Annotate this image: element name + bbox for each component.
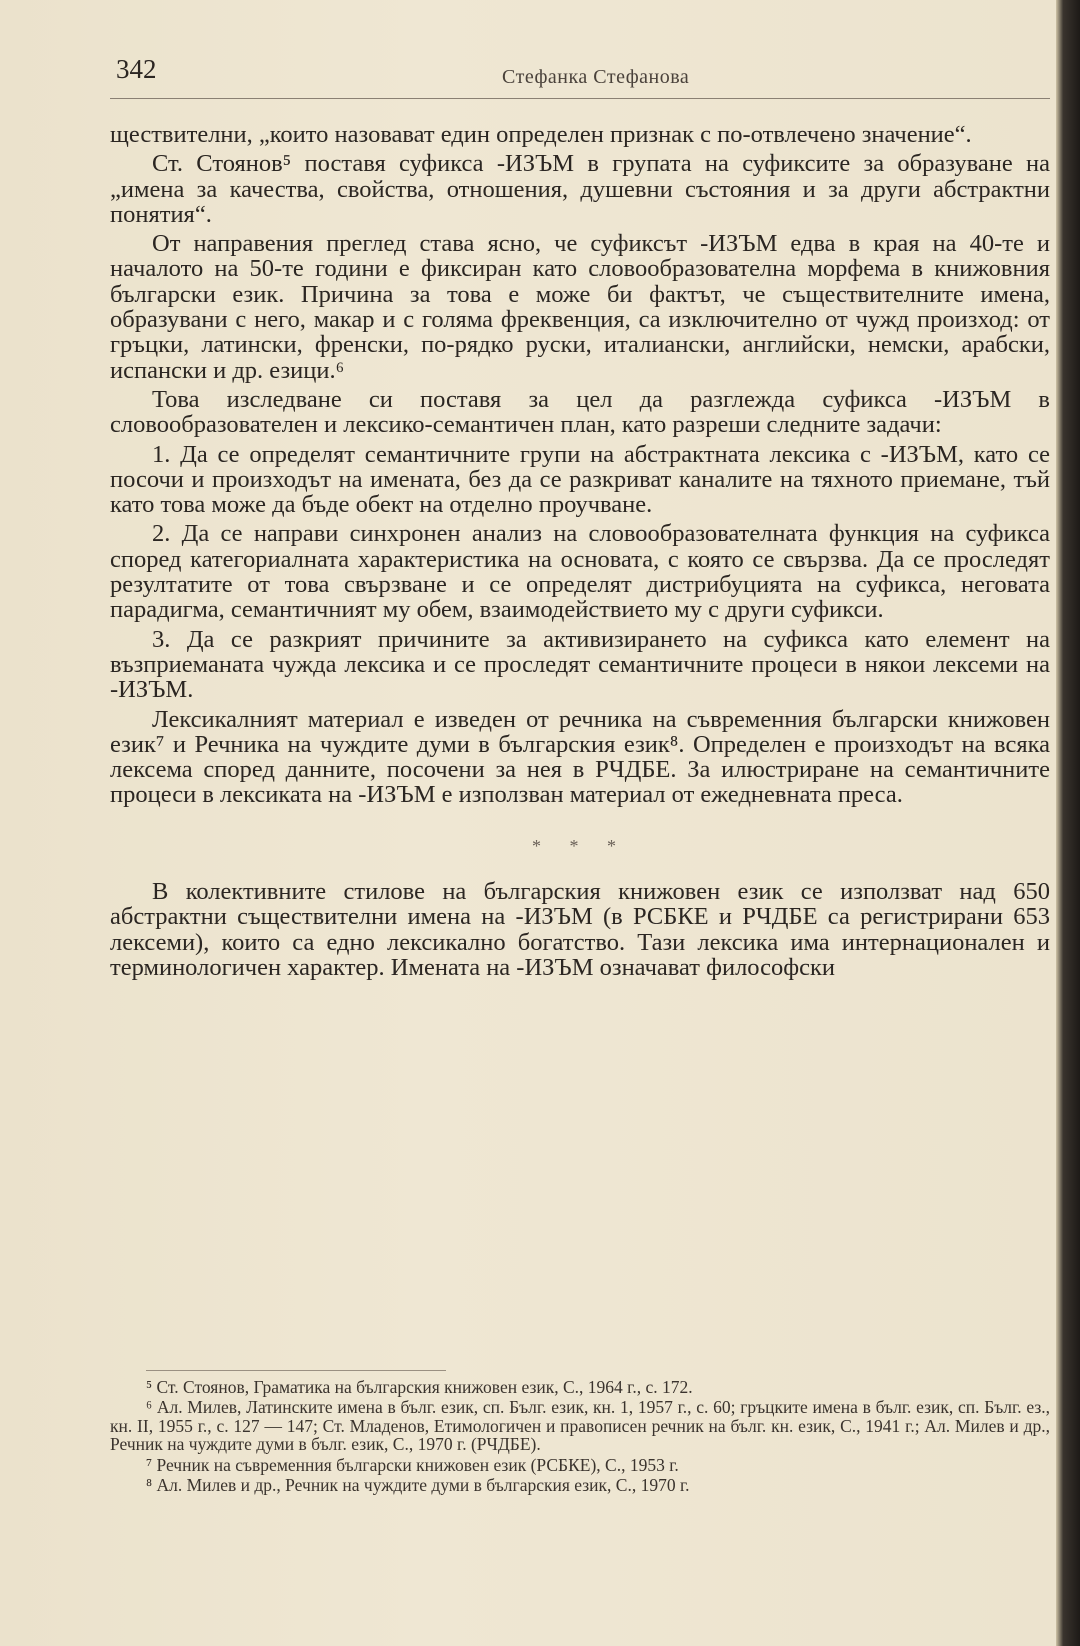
paragraph: 2. Да се направи синхронен анализ на словообразователната функция на суфикса според категориалната характеристика на основата, с която се свързва. Да се проследят резултатите от това свързване и се определят дистрибуцията на суфикса, неговата парадигма, семантичният му обем, взаимодействието му с други суфикси. [110,520,1050,624]
paragraph: 1. Да се определят семантичните групи на абстрактната лексика с -ИЗЪМ, като се посочи и произходът на имената, без да се разкриват каналите на тяхното приемане, тъй като това може да бъде обект на отделно проучване. [110,440,1050,519]
paragraph: 3. Да се разкрият причините за активизирането на суфикса като елемент на възприеманата чужда лексика и се проследят семантичните процеси в някои лексеми на -ИЗЪМ. [110,625,1050,704]
page-header [110,50,1050,99]
footnote-rule [146,1370,446,1371]
paragraph: Лексикалният материал е изведен от речника на съвременния български книжовен език⁷ и Речника на чуждите думи в българския език⁸. Определен е произходът на всяка лексема според данните, посочени за нея в РЧДБЕ. За илюстриране на семантичните процеси в лексиката на -ИЗЪМ е използван материал от ежедневната преса. [110,705,1050,809]
paragraph: ществителни, „които назовават един определен признак с по-отвлечено значение“. [110,121,972,148]
footnote: ⁶ Ал. Милев, Латинските имена в бълг. език, сп. Бълг. език, кн. 1, 1957 г., с. 60; гръцките имена в бълг. език, сп. Бълг. ез., кн. II, 1955 г., с. 127 — 147; Ст. Младенов, Етимологичен и правописен речник на бълг. кн. език, С., 1941 г.; Ал. Милев и др., Речник на чуждите думи в бълг. език, С., 1970 г. (РЧДБЕ). [110,1397,1050,1455]
paragraph: От направения преглед става ясно, че суфиксът -ИЗЪМ едва в края на 40-те и началото на 50-те години е фиксиран като словообразователна морфема в книжовния български език. Причина за това е може би фактът, че съществителните имена, образувани с него, макар и с голяма фреквенция, са изключително от чужд произход: от гръцки, латински, френски, по-рядко руски, италиански, английски, немски, арабски, испански и др. езици.⁶ [110,230,1050,384]
footnote: ⁸ Ал. Милев и др., Речник на чуждите думи в българския език, С., 1970 г. [146,1475,690,1496]
footnote: ⁵ Ст. Стоянов, Граматика на българския книжовен език, С., 1964 г., с. 172. [146,1377,693,1397]
main-text [110,122,1050,980]
paragraph: Ст. Стоянов⁵ поставя суфикса -ИЗЪМ в групата на суфиксите за образуване на „имена за качества, свойства, отношения, душевни състояния и за други абстрактни понятия“. [110,150,1050,228]
footnote: ⁷ Речник на съвременния български книжовен език (РСБКЕ), С., 1953 г. [146,1454,679,1475]
footnotes [110,1378,1050,1494]
section-separator: * * * [532,835,628,856]
page-binding-edge [1056,0,1080,1646]
paragraph: В колективните стилове на българския книжовен език се използват над 650 абстрактни съществителни имена на -ИЗЪМ (в РСБКЕ и РЧДБЕ са регистрирани 653 лексеми), които са едно лексикално богатство. Тази лексика има интернационален и терминологичен характер. Имената на -ИЗЪМ означават философски [110,878,1050,981]
page-number: 342 [116,54,157,84]
paragraph: Това изследване си поставя за цел да разглежда суфикса -ИЗЪМ в словообразователен и лексико-семантичен план, като разреши следните задачи: [110,385,1050,439]
running-head: Стефанка Стефанова [502,66,690,88]
